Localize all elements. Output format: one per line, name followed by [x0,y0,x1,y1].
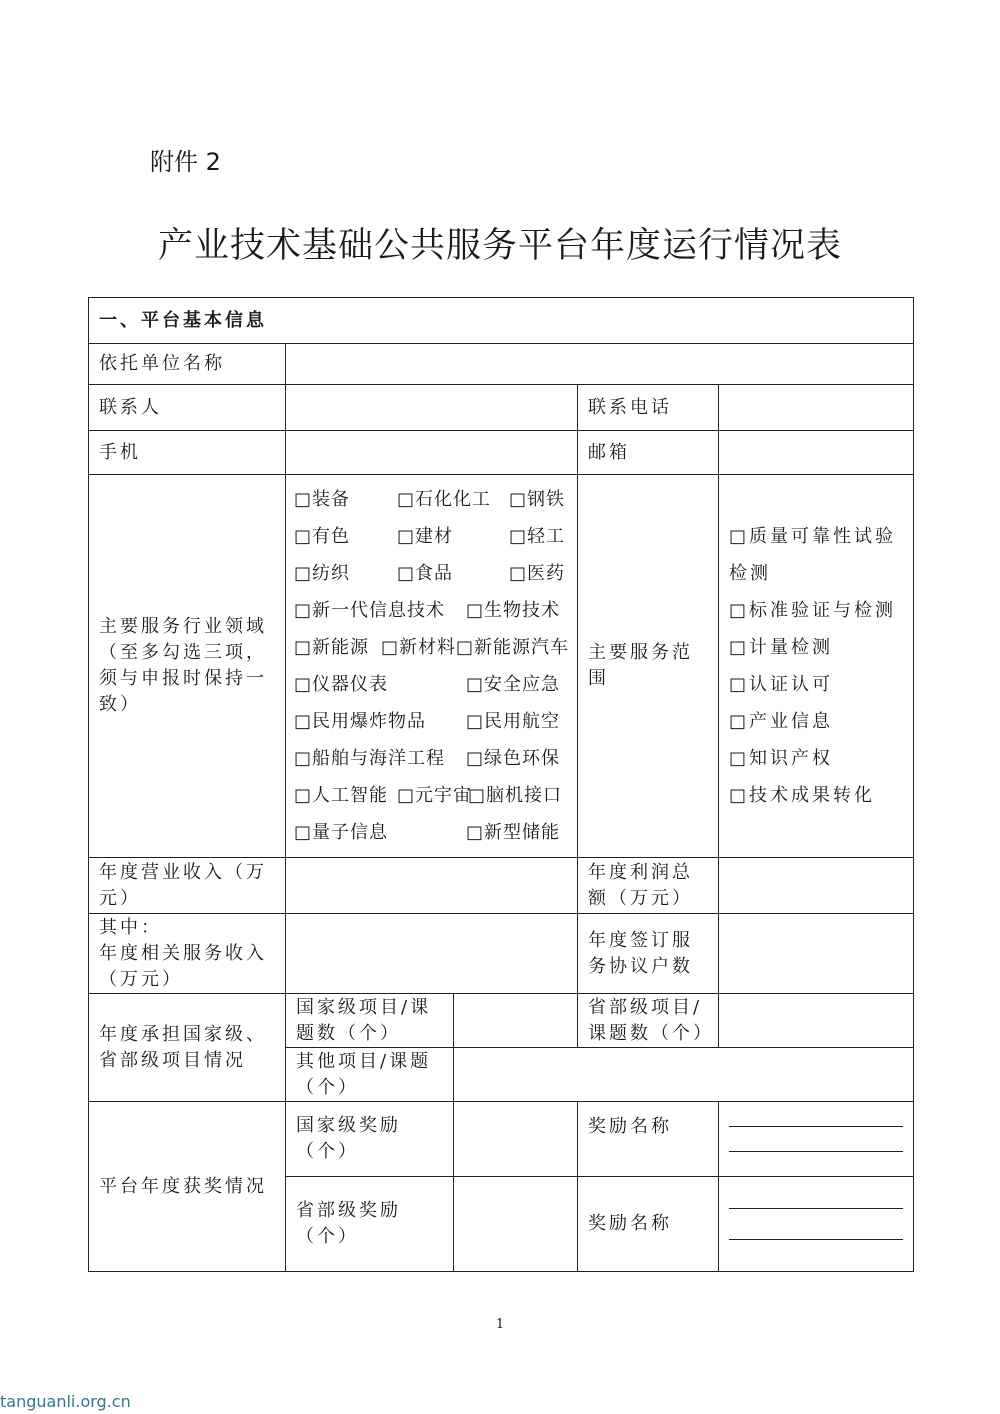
scope-options [719,475,914,858]
document-title: 产业技术基础公共服务平台年度运行情况表 [157,226,842,266]
industry-option-new-energy[interactable]: □新能源 [294,636,370,658]
scope-label: 主要服务范围 [578,475,719,858]
award-name-field[interactable] [729,1240,903,1271]
email-label: 邮箱 [578,431,719,475]
industry-option-marine[interactable]: □船舶与海洋工程 [294,747,446,769]
industry-option-emergency[interactable]: □安全应急 [466,673,561,695]
industry-option-building-materials[interactable]: □建材 [397,525,454,547]
industry-option-green[interactable]: □绿色环保 [466,747,561,769]
industry-option-new-materials[interactable]: □新材料 [380,636,456,658]
contracts-field[interactable] [719,914,914,994]
national-awards-label: 国家级奖励（个） [286,1102,454,1177]
related-revenue-label [89,914,286,994]
industry-row [294,518,569,555]
award-name-field[interactable] [729,1209,903,1241]
industry-row [294,814,569,851]
industry-options [286,475,578,858]
industry-row [294,555,569,592]
scope-option-tech-transfer[interactable]: □技术成果转化 [729,785,876,806]
industry-option-biotech[interactable]: □生物技术 [466,599,561,621]
industry-option-food[interactable]: □食品 [397,562,454,584]
national-projects-label: 国家级项目/课题数（个） [286,994,454,1048]
provincial-award-names [719,1177,914,1272]
industry-option-energy-storage[interactable]: □新型储能 [466,821,561,843]
award-name-field[interactable] [729,1102,903,1127]
host-unit-label: 依托单位名称 [89,344,286,385]
host-unit-field[interactable] [286,344,914,385]
industry-option-steel[interactable]: □钢铁 [509,488,566,510]
industry-option-quantum[interactable]: □量子信息 [294,821,389,843]
industry-option-civil-aviation[interactable]: □民用航空 [466,710,561,732]
industry-row [294,777,569,814]
provincial-award-name-label: 奖励名称 [578,1177,719,1272]
mobile-field[interactable] [286,431,578,475]
industry-row [294,740,569,777]
related-revenue-prefix: 其中： [99,916,162,938]
profit-label: 年度利润总额（万元） [578,858,719,914]
page-number: 1 [495,1317,505,1332]
provincial-awards-field[interactable] [454,1177,578,1272]
industry-option-petrochemical[interactable]: □石化化工 [397,488,492,510]
industry-option-bci[interactable]: □脑机接口 [468,784,563,806]
related-revenue-text: 年度相关服务收入（万元） [99,942,267,990]
industry-option-ai[interactable]: □人工智能 [294,784,389,806]
industry-option-equipment[interactable]: □装备 [294,488,351,510]
award-name-field[interactable] [729,1127,903,1152]
other-projects-label: 其他项目/课题（个） [286,1048,454,1102]
industry-row [294,703,569,740]
provincial-awards-label: 省部级奖励（个） [286,1177,454,1272]
watermark: tanguanli.org.cn [0,1392,131,1411]
operation-form-table [88,297,914,1272]
national-award-name-label: 奖励名称 [578,1102,719,1177]
industry-option-instruments[interactable]: □仪器仪表 [294,673,389,695]
industry-option-explosives[interactable]: □民用爆炸物品 [294,710,427,732]
national-awards-field[interactable] [454,1102,578,1177]
revenue-label: 年度营业收入（万元） [89,858,286,914]
contracts-label: 年度签订服务协议户数 [578,914,719,994]
industry-row [294,481,569,518]
scope-option-industry-info[interactable]: □产业信息 [729,711,834,732]
email-field[interactable] [719,431,914,475]
industry-option-pharma[interactable]: □医药 [509,562,566,584]
projects-label: 年度承担国家级、省部级项目情况 [89,994,286,1102]
scope-option-ip[interactable]: □知识产权 [729,748,834,769]
provincial-projects-field[interactable] [719,994,914,1048]
industry-row [294,592,569,629]
provincial-projects-label: 省部级项目/课题数（个） [578,994,719,1048]
phone-label: 联系电话 [578,385,719,431]
industry-option-textile[interactable]: □纺织 [294,562,351,584]
mobile-label: 手机 [89,431,286,475]
industry-option-nonferrous[interactable]: □有色 [294,525,351,547]
section-basic-info: 一、平台基本信息 [89,298,914,344]
revenue-field[interactable] [286,858,578,914]
award-name-field[interactable] [729,1152,903,1176]
scope-option-standards[interactable]: □标准验证与检测 [729,600,897,621]
award-name-field[interactable] [729,1177,903,1209]
contact-field[interactable] [286,385,578,431]
scope-option-metrology[interactable]: □计量检测 [729,637,834,658]
industry-row [294,629,569,666]
awards-label: 平台年度获奖情况 [89,1102,286,1272]
national-projects-field[interactable] [454,994,578,1048]
related-revenue-field[interactable] [286,914,578,994]
other-projects-field[interactable] [454,1048,914,1102]
attachment-label: 附件 2 [150,148,221,176]
scope-option-certification[interactable]: □认证认可 [729,674,834,695]
phone-field[interactable] [719,385,914,431]
industry-label: 主要服务行业领域（至多勾选三项，须与申报时保持一致） [89,475,286,858]
scope-option-reliability[interactable]: □质量可靠性试验检测 [729,526,897,584]
profit-field[interactable] [719,858,914,914]
national-award-names [719,1102,914,1177]
industry-row [294,666,569,703]
industry-option-light-industry[interactable]: □轻工 [509,525,566,547]
industry-option-metaverse[interactable]: □元宇宙 [397,784,473,806]
industry-option-nev[interactable]: □新能源汽车 [455,636,569,658]
contact-label: 联系人 [89,385,286,431]
industry-option-new-it[interactable]: □新一代信息技术 [294,599,446,621]
